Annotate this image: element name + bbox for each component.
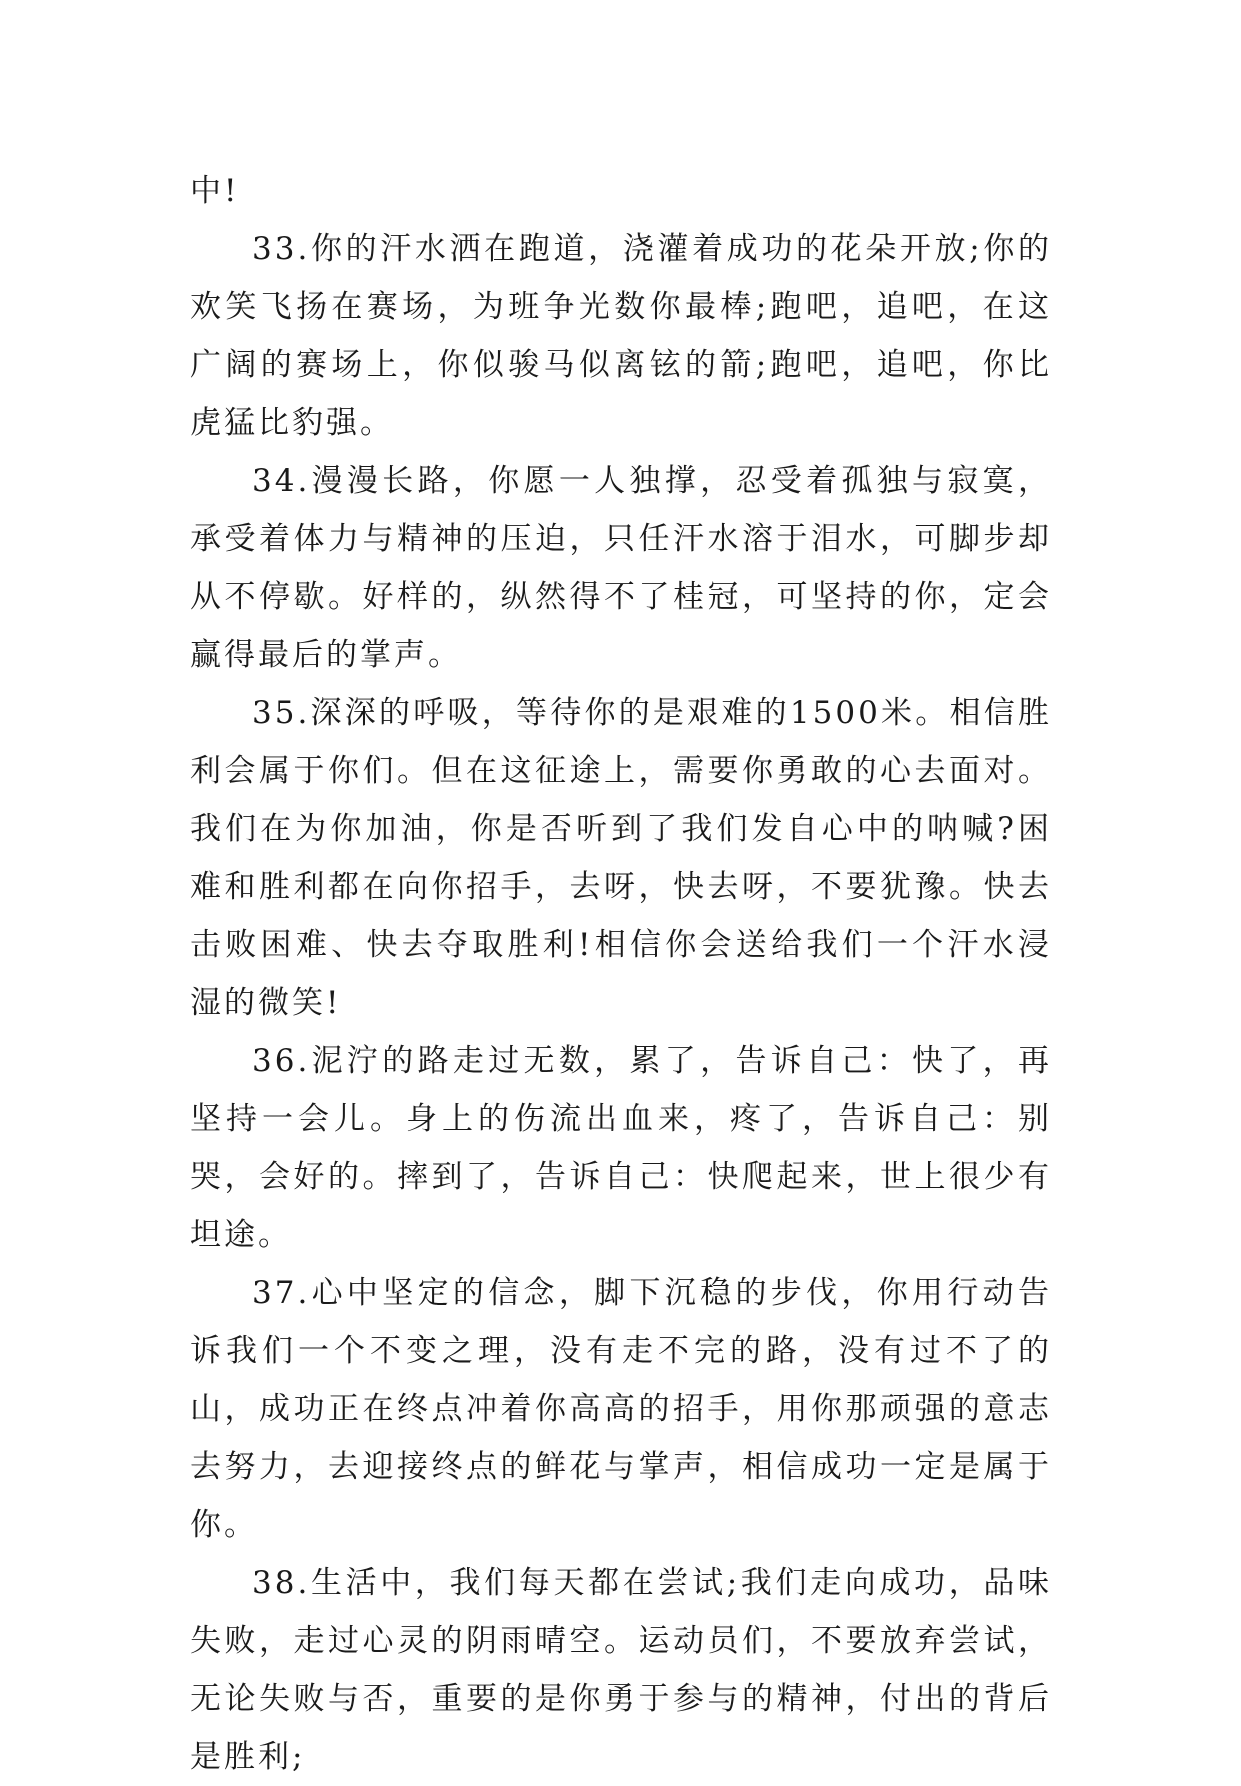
paragraph-38: 38.生活中，我们每天都在尝试;我们走向成功，品味失败，走过心灵的阴雨晴空。运动员们，不要放弃尝试，无论失败与否，重要的是你勇于参与的精神，付出的背后是胜利; [190,1565,1052,1775]
paragraph-37: 37.心中坚定的信念，脚下沉稳的步伐，你用行动告诉我们一个不变之理，没有走不完的路，没有过不了的山，成功正在终点冲着你高高的招手，用你那顽强的意志去努力，去迎接终点的鲜花与掌声，相信成功一定是属于你。 [190,1275,1052,1543]
paragraph-36: 36.泥泞的路走过无数，累了，告诉自己：快了，再坚持一会儿。身上的伤流出血来，疼了，告诉自己：别哭，会好的。摔到了，告诉自己：快爬起来，世上很少有坦途。 [190,1043,1052,1253]
paragraph-35: 35.深深的呼吸，等待你的是艰难的1500米。相信胜利会属于你们。但在这征途上，需要你勇敢的心去面对。我们在为你加油，你是否听到了我们发自心中的呐喊?困难和胜利都在向你招手，去呀，快去呀，不要犹豫。快去击败困难、快去夺取胜利!相信你会送给我们一个汗水浸湿的微笑! [190,695,1052,1021]
paragraph-continuation: 中! [190,173,240,209]
paragraph-33: 33.你的汗水洒在跑道，浇灌着成功的花朵开放;你的欢笑飞扬在赛场，为班争光数你最棒;跑吧，追吧，在这广阔的赛场上，你似骏马似离铉的箭;跑吧，追吧，你比虎猛比豹强。 [190,231,1052,441]
document-body [190,162,1052,1786]
paragraph-34: 34.漫漫长路，你愿一人独撑，忍受着孤独与寂寞，承受着体力与精神的压迫，只任汗水溶于泪水，可脚步却从不停歇。好样的，纵然得不了桂冠，可坚持的你，定会赢得最后的掌声。 [190,463,1052,673]
